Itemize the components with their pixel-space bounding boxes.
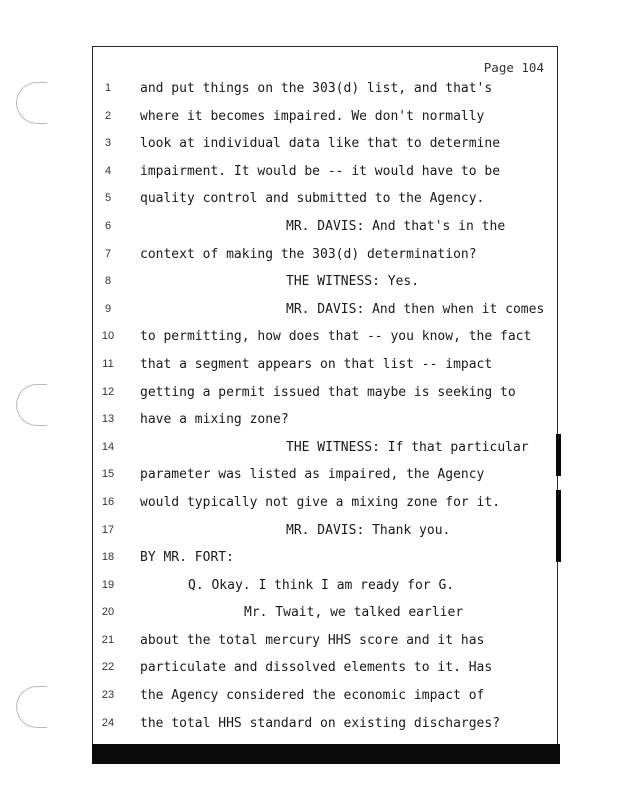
transcript-line xyxy=(98,572,550,600)
line-number: 13 xyxy=(101,413,115,426)
page-number: Page 104 xyxy=(483,60,544,75)
transcript-line xyxy=(98,682,550,710)
transcript-line xyxy=(98,710,550,738)
line-text: to permitting, how does that -- you know, the fact xyxy=(140,329,532,345)
transcript-line xyxy=(98,599,550,627)
line-text: particulate and dissolved elements to it. Has xyxy=(140,660,493,676)
scan-edge-bottom xyxy=(92,744,560,764)
line-text: Q. Okay. I think I am ready for G. xyxy=(188,577,455,593)
scan-edge-right-lower xyxy=(556,490,561,562)
line-text: MR. DAVIS: And then when it comes xyxy=(286,301,545,317)
line-number: 2 xyxy=(104,109,112,122)
transcript-line xyxy=(98,268,550,296)
line-number: 6 xyxy=(104,219,112,232)
transcript-line xyxy=(98,461,550,489)
transcript-line xyxy=(98,489,550,517)
scan-edge-right-upper xyxy=(556,434,561,476)
line-number: 10 xyxy=(101,330,115,343)
line-text: getting a permit issued that maybe is seeking to xyxy=(140,384,516,400)
line-number: 3 xyxy=(104,137,112,150)
line-text: and put things on the 303(d) list, and that's xyxy=(140,81,493,96)
line-number: 20 xyxy=(101,606,115,619)
line-text: that a segment appears on that list -- impact xyxy=(140,356,493,372)
line-text: the total HHS standard on existing discharges? xyxy=(140,715,501,731)
line-text: where it becomes impaired. We don't normally xyxy=(140,108,485,124)
transcript-line xyxy=(98,544,550,572)
line-text: MR. DAVIS: Thank you. xyxy=(286,522,451,538)
line-number: 4 xyxy=(104,164,112,177)
punch-hole-middle xyxy=(16,384,47,426)
transcript-line xyxy=(98,103,550,131)
line-number: 22 xyxy=(101,661,115,674)
line-number: 16 xyxy=(101,495,115,508)
transcript-line xyxy=(98,627,550,655)
line-text: THE WITNESS: If that particular xyxy=(286,439,529,455)
punch-hole-top xyxy=(16,82,47,124)
line-number: 23 xyxy=(101,689,115,702)
transcript-line xyxy=(98,379,550,407)
transcript-body xyxy=(98,75,550,737)
line-number: 7 xyxy=(104,247,112,260)
transcript-line xyxy=(98,185,550,213)
line-number: 19 xyxy=(101,578,115,591)
line-text: MR. DAVIS: And that's in the xyxy=(286,218,506,234)
line-text: would typically not give a mixing zone for it. xyxy=(140,494,501,510)
transcript-line xyxy=(98,517,550,545)
line-text: the Agency considered the economic impact of xyxy=(140,688,485,704)
line-text: have a mixing zone? xyxy=(140,412,289,428)
transcript-line xyxy=(98,434,550,462)
line-number: 11 xyxy=(102,357,114,370)
transcript-line xyxy=(98,296,550,324)
transcript-line xyxy=(98,158,550,186)
line-number: 24 xyxy=(101,716,115,729)
line-text: quality control and submitted to the Agency. xyxy=(140,191,485,207)
line-number: 17 xyxy=(101,523,115,536)
line-text: about the total mercury HHS score and it has xyxy=(140,632,485,648)
line-text: BY MR. FORT: xyxy=(140,550,234,566)
line-number: 5 xyxy=(104,192,112,205)
line-text: look at individual data like that to determine xyxy=(140,136,501,152)
transcript-line xyxy=(98,213,550,241)
transcript-line xyxy=(98,654,550,682)
transcript-line xyxy=(98,130,550,158)
line-number: 1 xyxy=(104,82,112,94)
line-text: Mr. Twait, we talked earlier xyxy=(244,605,464,621)
line-text: THE WITNESS: Yes. xyxy=(286,274,420,290)
transcript-line xyxy=(98,351,550,379)
line-number: 21 xyxy=(101,633,115,646)
punch-hole-bottom xyxy=(16,686,47,728)
line-number: 9 xyxy=(104,302,112,315)
transcript-line xyxy=(98,241,550,269)
line-number: 12 xyxy=(101,385,115,398)
line-number: 15 xyxy=(101,468,115,481)
line-text: parameter was listed as impaired, the Agency xyxy=(140,467,485,483)
transcript-line xyxy=(98,323,550,351)
line-number: 14 xyxy=(101,440,115,453)
line-text: context of making the 303(d) determination? xyxy=(140,246,477,262)
line-number: 18 xyxy=(101,551,115,564)
line-number: 8 xyxy=(104,275,112,288)
transcript-line xyxy=(98,75,550,103)
transcript-line xyxy=(98,406,550,434)
line-text: impairment. It would be -- it would have to be xyxy=(140,163,501,179)
